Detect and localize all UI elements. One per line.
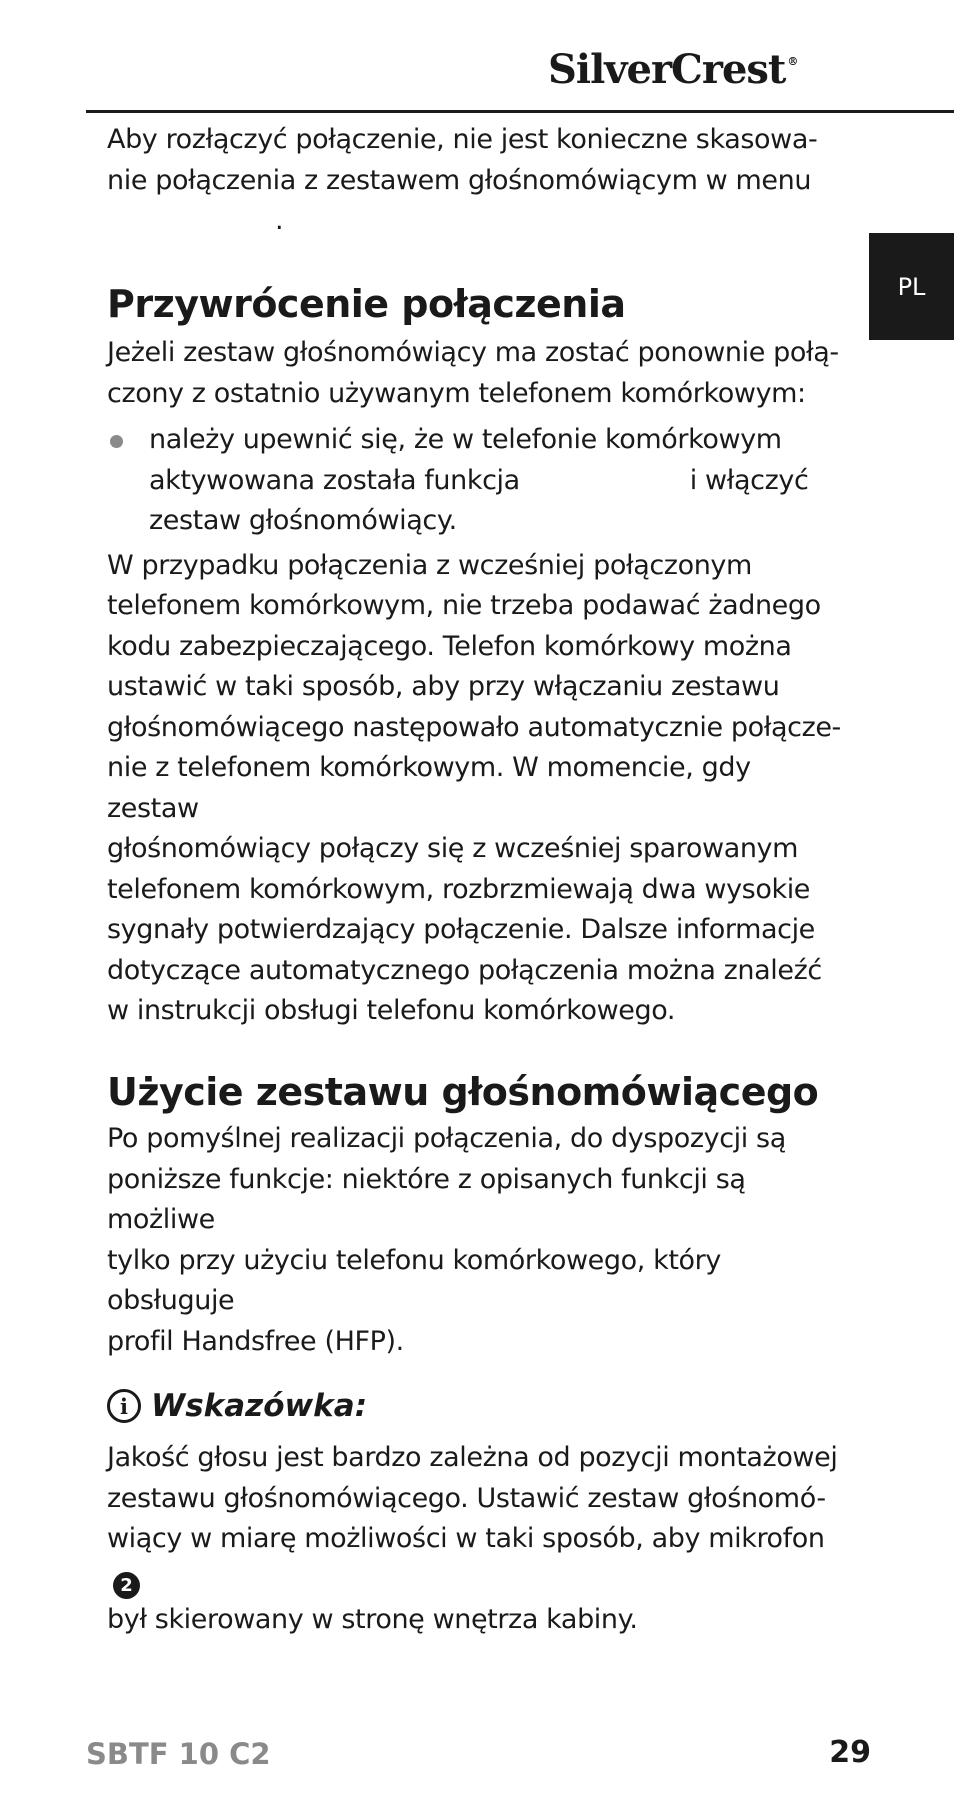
brand-name: SilverCrest xyxy=(548,46,786,93)
text-line: zestawu głośnomówiącego. Ustawić zestaw głośnomó- xyxy=(107,1482,826,1514)
language-label: PL xyxy=(897,272,926,301)
footer-page-number: 29 xyxy=(829,1735,871,1770)
section-title-restore: Przywrócenie połączenia xyxy=(107,281,626,326)
text-line: i włączyć xyxy=(689,464,809,496)
text-line: dotyczące automatycznego połączenia można znaleźć xyxy=(107,954,822,986)
text-line: był skierowany w stronę wnętrza kabiny. xyxy=(107,1604,638,1636)
text-line: sygnały potwierdzający połączenie. Dalsze informacje xyxy=(107,914,815,946)
reference-number-badge: 2 xyxy=(113,1572,140,1599)
text-line: tylko przy użyciu telefonu komórkowego, który obsługuje xyxy=(107,1244,721,1317)
note-label: Wskazówka: xyxy=(151,1388,368,1425)
text-line: Jeżeli zestaw głośnomówiący ma zostać ponownie połą- xyxy=(107,337,839,369)
restore-body xyxy=(107,546,847,1032)
text-line: czony z ostatnio używanym telefonem komórkowym: xyxy=(107,377,806,409)
text-line: poniższe funkcje: niektóre z opisanych funkcji są możliwe xyxy=(107,1163,746,1236)
text-line: Po pomyślnej realizacji połączenia, do dyspozycji są xyxy=(107,1123,786,1155)
section-title-use: Użycie zestawu głośnomówiącego xyxy=(107,1069,819,1114)
text-line: profil Handsfree (HFP). xyxy=(107,1325,404,1357)
use-body xyxy=(107,1119,847,1362)
list-item xyxy=(107,420,847,542)
text-line xyxy=(107,1519,847,1600)
text-line: aktywowana została funkcja xyxy=(149,464,520,496)
intro-paragraph xyxy=(107,120,847,242)
text-line: telefonem komórkowym, rozbrzmiewają dwa wysokie xyxy=(107,873,811,905)
info-icon: i xyxy=(107,1389,141,1423)
text-line: nie z telefonem komórkowym. W momencie, gdy zestaw xyxy=(107,752,751,824)
bullet-dot-icon xyxy=(110,435,123,448)
intro-period: . xyxy=(275,205,284,236)
text-line: zestaw głośnomówiący. xyxy=(149,505,457,537)
intro-line: nie połączenia z zestawem głośnomówiącym w menu xyxy=(107,164,812,196)
brand-logo xyxy=(548,46,858,93)
header-divider xyxy=(86,110,954,113)
text-line: należy upewnić się, że w telefonie komórkowym xyxy=(149,424,782,456)
registered-mark: ® xyxy=(787,55,798,68)
intro-line xyxy=(107,201,847,242)
text-line: w instrukcji obsługi telefonu komórkowego. xyxy=(107,995,676,1027)
text-line: ustawić w taki sposób, aby przy włączaniu zestawu xyxy=(107,671,780,703)
text-line: kodu zabezpieczającego. Telefon komórkowy można xyxy=(107,630,792,662)
restore-bullet-list xyxy=(107,420,847,542)
footer-model-number: SBTF 10 C2 xyxy=(86,1737,271,1771)
language-tab xyxy=(869,233,954,340)
intro-line: Aby rozłączyć połączenie, nie jest konieczne skasowa- xyxy=(107,124,818,155)
restore-lead xyxy=(107,333,847,414)
text-line: Jakość głosu jest bardzo zależna od pozycji montażowej xyxy=(107,1442,838,1474)
text-line: głośnomówiącego następowało automatycznie połącze- xyxy=(107,711,841,743)
text-line: głośnomówiący połączy się z wcześniej sparowanym xyxy=(107,833,799,865)
text-line: W przypadku połączenia z wcześniej połączonym xyxy=(107,549,752,581)
note-body xyxy=(107,1438,847,1641)
note-heading xyxy=(107,1388,847,1424)
text-fragment: wiący w miarę możliwości w taki sposób, aby mikrofon xyxy=(107,1523,825,1555)
page-content xyxy=(107,120,847,1641)
text-line: telefonem komórkowym, nie trzeba podawać żadnego xyxy=(107,590,821,622)
